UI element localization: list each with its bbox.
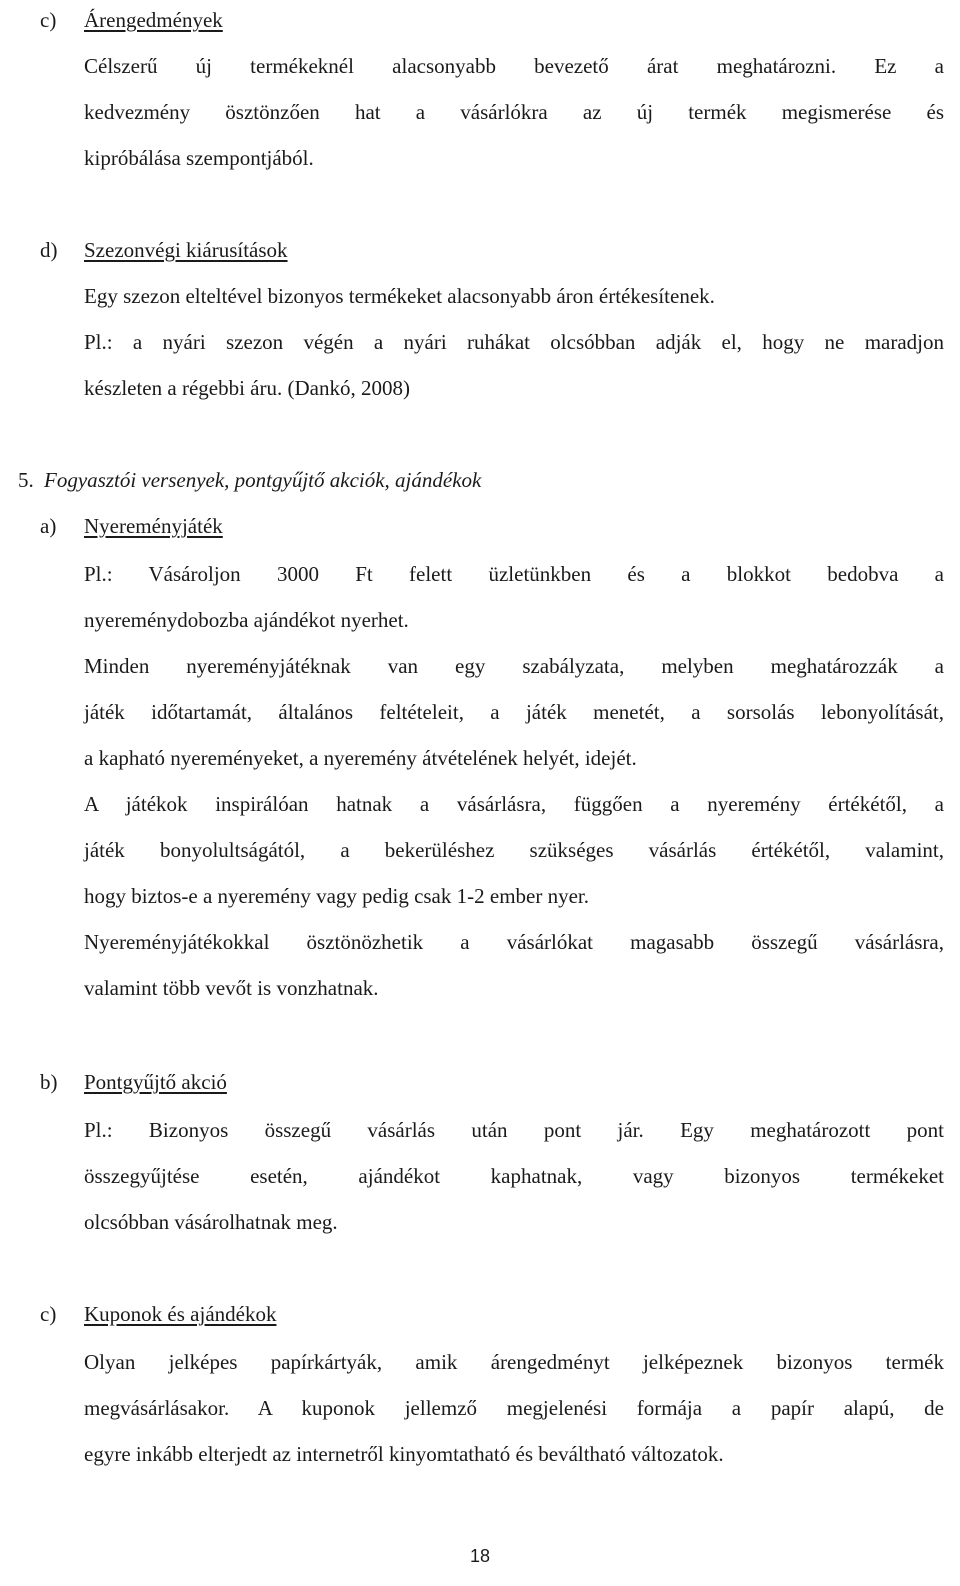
section-title: Nyereményjáték: [84, 514, 223, 538]
paragraph-line: valamint több vevőt is vonzhatnak.: [84, 976, 379, 1000]
section-label: c): [40, 1302, 57, 1326]
paragraph-line: Pl.: Bizonyos összegű vásárlás után pont jár. Egy meghatározott pont: [84, 1118, 944, 1142]
section-title: Árengedmények: [84, 8, 223, 32]
paragraph-line: hogy biztos-e a nyeremény vagy pedig csak 1-2 ember nyer.: [84, 884, 589, 908]
paragraph-line: játék időtartamát, általános feltételeit, a játék menetét, a sorsolás lebonyolítását,: [84, 700, 944, 724]
paragraph-line: készleten a régebbi áru. (Dankó, 2008): [84, 376, 410, 400]
paragraph-line: Egy szezon elteltével bizonyos termékeket alacsonyabb áron értékesítenek.: [84, 284, 715, 308]
heading-title: Fogyasztói versenyek, pontgyűjtő akciók, ajándékok: [44, 468, 482, 492]
paragraph-line: Nyereményjátékokkal ösztönözhetik a vásárlókat magasabb összegű vásárlásra,: [84, 930, 944, 954]
section-label: c): [40, 8, 57, 32]
section-title: Szezonvégi kiárusítások: [84, 238, 288, 262]
paragraph-line: Pl.: a nyári szezon végén a nyári ruhákat olcsóbban adják el, hogy ne maradjon: [84, 330, 944, 354]
section-title: Kuponok és ajándékok: [84, 1302, 277, 1326]
paragraph-line: megvásárlásakor. A kuponok jellemző megjelenési formája a papír alapú, de: [84, 1396, 944, 1420]
paragraph-line: a kapható nyereményeket, a nyeremény átvételének helyét, idejét.: [84, 746, 637, 770]
heading-number: 5.: [18, 468, 34, 492]
paragraph-line: olcsóbban vásárolhatnak meg.: [84, 1210, 338, 1234]
paragraph-line: Célszerű új termékeknél alacsonyabb bevezető árat meghatározni. Ez a: [84, 54, 944, 78]
paragraph-line: Pl.: Vásároljon 3000 Ft felett üzletünkben és a blokkot bedobva a: [84, 562, 944, 586]
paragraph-line: Minden nyereményjátéknak van egy szabályzata, melyben meghatározzák a: [84, 654, 944, 678]
section-label: a): [40, 514, 57, 538]
paragraph-line: kedvezmény ösztönzően hat a vásárlókra az új termék megismerése és: [84, 100, 944, 124]
paragraph-line: Olyan jelképes papírkártyák, amik árengedményt jelképeznek bizonyos termék: [84, 1350, 944, 1374]
paragraph-line: A játékok inspirálóan hatnak a vásárlásra, függően a nyeremény értékétől, a: [84, 792, 944, 816]
section-title: Pontgyűjtő akció: [84, 1070, 227, 1094]
paragraph-line: összegyűjtése esetén, ajándékot kaphatnak, vagy bizonyos termékeket: [84, 1164, 944, 1188]
paragraph-line: játék bonyolultságától, a bekerüléshez szükséges vásárlás értékétől, valamint,: [84, 838, 944, 862]
section-label: d): [40, 238, 58, 262]
section-label: b): [40, 1070, 58, 1094]
paragraph-line: egyre inkább elterjedt az internetről kinyomtatható és beváltható változatok.: [84, 1442, 724, 1466]
paragraph-line: nyereménydobozba ajándékot nyerhet.: [84, 608, 409, 632]
paragraph-line: kipróbálása szempontjából.: [84, 146, 314, 170]
page-number: 18: [469, 1546, 491, 1566]
